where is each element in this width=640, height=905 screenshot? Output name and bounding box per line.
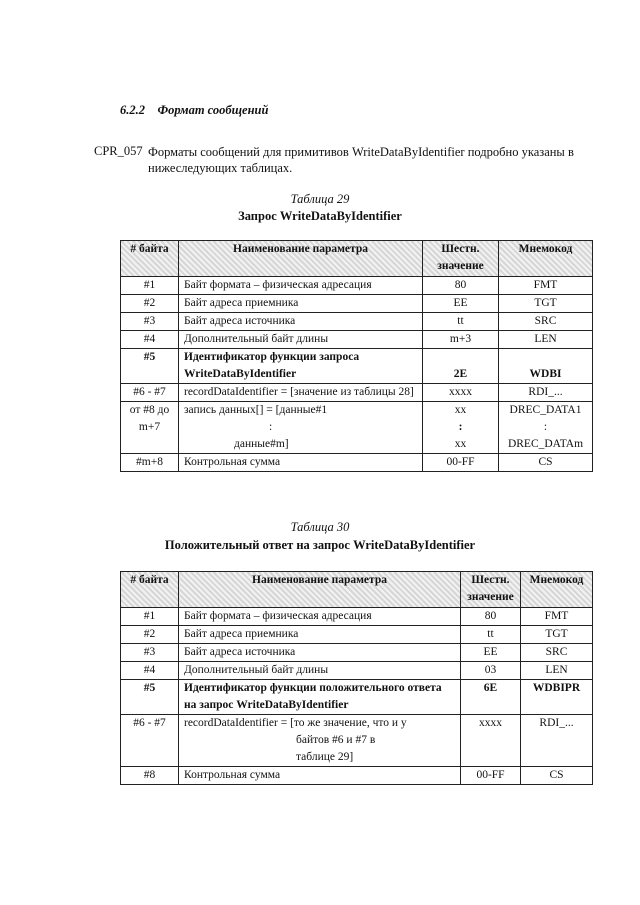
cell-param bbox=[179, 402, 423, 454]
cell-hex: 80 bbox=[423, 277, 499, 295]
cell-mnem: WDBI bbox=[499, 349, 593, 384]
table-row bbox=[121, 626, 593, 644]
hex-line: : bbox=[458, 421, 463, 433]
param-line: запись данных[] = [данные#1 bbox=[184, 404, 328, 416]
cell-num: #m+8 bbox=[121, 454, 179, 472]
hex-line: xx bbox=[454, 404, 467, 416]
table-row bbox=[121, 331, 593, 349]
section-number: 6.2.2 bbox=[120, 103, 145, 117]
cell-param: Дополнительный байт длины bbox=[179, 662, 461, 680]
table-row bbox=[121, 313, 593, 331]
cell-num: #4 bbox=[121, 331, 179, 349]
cell-num: #6 - #7 bbox=[121, 715, 179, 767]
param-line: recordDataIdentifier = [то же значение, что и у bbox=[184, 717, 407, 729]
cell-param: Контрольная сумма bbox=[179, 767, 461, 785]
cell-num: #1 bbox=[121, 608, 179, 626]
cell-num: #2 bbox=[121, 295, 179, 313]
cell-num: #8 bbox=[121, 767, 179, 785]
cell-mnem: CS bbox=[521, 767, 593, 785]
cell-param: Контрольная сумма bbox=[179, 454, 423, 472]
table-header-row bbox=[121, 572, 593, 608]
mnem-line: DREC_DATAm bbox=[507, 438, 584, 450]
table30-title: Положительный ответ на запрос WriteDataByIdentifier bbox=[164, 538, 476, 552]
cell-hex bbox=[423, 402, 499, 454]
cell-hex: tt bbox=[461, 626, 521, 644]
cell-num: #5 bbox=[121, 680, 179, 715]
cell-mnem: CS bbox=[499, 454, 593, 472]
cell-hex: 2E bbox=[423, 349, 499, 384]
table-row bbox=[121, 402, 593, 454]
table-row bbox=[121, 277, 593, 295]
header-mnem: Мнемокод bbox=[499, 241, 593, 277]
table30-caption: Таблица 30 bbox=[290, 520, 350, 534]
table-row bbox=[121, 767, 593, 785]
cell-num: #6 - #7 bbox=[121, 384, 179, 402]
table-row bbox=[121, 384, 593, 402]
cell-param: Байт формата – физическая адресация bbox=[179, 608, 461, 626]
cell-mnem: SRC bbox=[499, 313, 593, 331]
header-hex: Шестн. значение bbox=[461, 572, 521, 608]
cell-mnem: RDI_... bbox=[521, 715, 593, 767]
table-row bbox=[121, 608, 593, 626]
cell-hex: EE bbox=[423, 295, 499, 313]
cell-num: #3 bbox=[121, 313, 179, 331]
header-mnem: Мнемокод bbox=[521, 572, 593, 608]
cell-param: Байт адреса приемника bbox=[179, 626, 461, 644]
cell-hex: 80 bbox=[461, 608, 521, 626]
paragraph-id: CPR_057 bbox=[94, 144, 143, 158]
mnem-line: : bbox=[543, 421, 548, 433]
table29-caption: Таблица 29 bbox=[290, 192, 350, 206]
cell-param: Дополнительный байт длины bbox=[179, 331, 423, 349]
cell-num: #5 bbox=[121, 349, 179, 384]
table-row bbox=[121, 454, 593, 472]
cell-mnem bbox=[499, 402, 593, 454]
cell-mnem: FMT bbox=[521, 608, 593, 626]
cell-mnem: LEN bbox=[499, 331, 593, 349]
cell-mnem: RDI_... bbox=[499, 384, 593, 402]
cell-param: Байт адреса приемника bbox=[179, 295, 423, 313]
cell-mnem: SRC bbox=[521, 644, 593, 662]
header-param: Наименование параметра bbox=[179, 241, 423, 277]
cell-num: от #8 до m+7 bbox=[121, 402, 179, 454]
cell-hex: 03 bbox=[461, 662, 521, 680]
cell-param: recordDataIdentifier = [значение из таблицы 28] bbox=[179, 384, 423, 402]
mnem-line: DREC_DATA1 bbox=[509, 404, 582, 416]
cell-mnem: WDBIPR bbox=[521, 680, 593, 715]
cell-hex: xxxx bbox=[461, 715, 521, 767]
cell-hex: 6E bbox=[461, 680, 521, 715]
table29 bbox=[120, 240, 593, 472]
cell-mnem: LEN bbox=[521, 662, 593, 680]
table30 bbox=[120, 571, 593, 785]
header-num: # байта bbox=[121, 241, 179, 277]
table-row bbox=[121, 715, 593, 767]
header-num: # байта bbox=[121, 572, 179, 608]
cell-param: Байт адреса источника bbox=[179, 644, 461, 662]
cell-hex: xxxx bbox=[423, 384, 499, 402]
table-row bbox=[121, 662, 593, 680]
param-line: таблице 29] bbox=[296, 751, 354, 763]
cell-param bbox=[179, 715, 461, 767]
param-line: данные#m] bbox=[234, 438, 289, 450]
header-param: Наименование параметра bbox=[179, 572, 461, 608]
table-row bbox=[121, 644, 593, 662]
table-row bbox=[121, 295, 593, 313]
cell-mnem: TGT bbox=[521, 626, 593, 644]
table29-title: Запрос WriteDataByIdentifier bbox=[238, 209, 402, 223]
param-line: : bbox=[269, 421, 273, 433]
table-header-row bbox=[121, 241, 593, 277]
cell-hex: m+3 bbox=[423, 331, 499, 349]
cell-param: Идентификатор функции положительного ответа на запрос WriteDataByIdentifier bbox=[179, 680, 461, 715]
cell-num: #1 bbox=[121, 277, 179, 295]
section-heading bbox=[120, 103, 268, 118]
cell-mnem: FMT bbox=[499, 277, 593, 295]
cell-hex: 00-FF bbox=[461, 767, 521, 785]
cell-param: Байт адреса источника bbox=[179, 313, 423, 331]
cell-hex: tt bbox=[423, 313, 499, 331]
param-line: байтов #6 и #7 в bbox=[296, 734, 376, 746]
cell-num: #3 bbox=[121, 644, 179, 662]
cell-mnem: TGT bbox=[499, 295, 593, 313]
header-hex: Шестн. значение bbox=[423, 241, 499, 277]
cell-param: Байт формата – физическая адресация bbox=[179, 277, 423, 295]
cell-hex: EE bbox=[461, 644, 521, 662]
cell-num: #4 bbox=[121, 662, 179, 680]
table-row bbox=[121, 349, 593, 384]
cell-num: #2 bbox=[121, 626, 179, 644]
table-row bbox=[121, 680, 593, 715]
hex-line: xx bbox=[454, 438, 467, 450]
cell-hex: 00-FF bbox=[423, 454, 499, 472]
section-title: Формат сообщений bbox=[157, 103, 269, 117]
paragraph-text: Форматы сообщений для примитивов WriteDataByIdentifier подробно указаны в нижеследующих таблицах. bbox=[148, 145, 574, 175]
cell-param: Идентификатор функции запроса WriteDataByIdentifier bbox=[179, 349, 423, 384]
